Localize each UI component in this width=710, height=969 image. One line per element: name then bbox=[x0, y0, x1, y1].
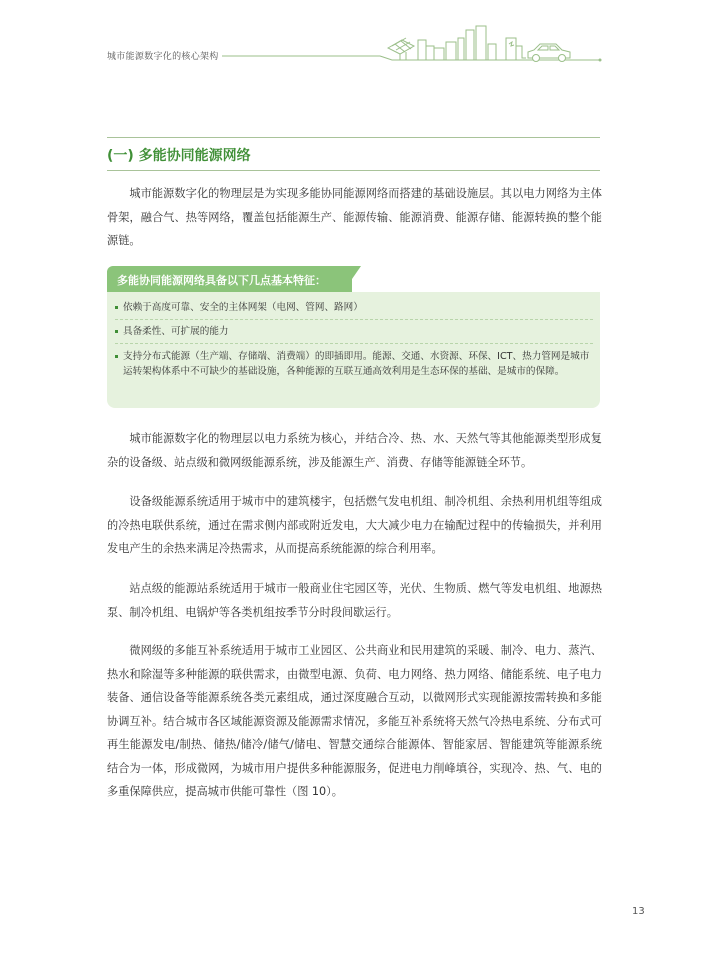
paragraph-3: 设备级能源系统适用于城市中的建筑楼宇，包括燃气发电机组、制冷机组、余热利用机组等组成的冷热电联供系统，通过在需求侧内部或附近发电，大大减少电力在输配过程中的传输损失，并利用发电产生的余热来满足冷热需求，从而提高系统能源的综合利用率。 bbox=[107, 495, 602, 555]
running-header-title: 城市能源数字化的核心架构 bbox=[107, 52, 219, 62]
solar-panel-icon bbox=[388, 38, 414, 60]
callout-item-text: 依赖于高度可靠、安全的主体网架（电网、管网、路网） bbox=[123, 302, 363, 313]
callout-item-text: 具备柔性、可扩展的能力 bbox=[123, 326, 229, 337]
section-rule-top bbox=[107, 137, 600, 138]
callout-divider bbox=[115, 319, 593, 320]
charging-station-icon bbox=[506, 38, 526, 60]
feature-callout-box bbox=[107, 266, 600, 408]
section-title: (一) 多能协同能源网络 bbox=[107, 148, 251, 164]
bullet-icon bbox=[115, 355, 118, 358]
callout-heading: 多能协同能源网络具备以下几点基本特征： bbox=[117, 274, 326, 287]
paragraph-5: 微网级的多能互补系统适用于城市工业园区、公共商业和民用建筑的采暖、制冷、电力、蒸汽、热水和除湿等多种能源的联供需求，由微型电源、负荷、电力网络、热力网络、储能系统、电子电力装备、通信设备等能源系统各类元素组成，通过深度融合互动，以微网形式实现能源按需转换和多能协调互补。结合城市各区域能源资源及能源需求情况，多能互补系统将天然气冷热电系统、分布式可再生能源发电/制热、储热/储冷/储气/储电、智慧交通综合能源体、智能家居、智能建筑等能源系统结合为一体，形成微网，为城市用户提供多种能源服务，促进电力削峰填谷，实现冷、热、气、电的多重保障供应，提高城市供能可靠性（图 10）。 bbox=[107, 644, 602, 798]
bullet-icon bbox=[115, 306, 118, 309]
page-number: 13 bbox=[632, 906, 645, 917]
bullet-icon bbox=[115, 330, 118, 333]
callout-tab-tail bbox=[343, 266, 361, 292]
paragraph-1: 城市能源数字化的物理层是为实现多能协同能源网络而搭建的基础设施层。其以电力网络为主体骨架，融合气、热等网络，覆盖包括能源生产、能源传输、能源消费、能源存储、能源转换的整个能源链。 bbox=[107, 187, 602, 247]
electric-car-icon bbox=[528, 44, 570, 62]
callout-divider bbox=[115, 343, 593, 344]
paragraph-2: 城市能源数字化的物理层以电力系统为核心，并结合冷、热、水、天然气等其他能源类型形成复杂的设备级、站点级和微网级能源系统，涉及能源生产、消费、存储等能源链全环节。 bbox=[107, 432, 602, 469]
callout-body bbox=[107, 292, 600, 408]
city-skyline-icon bbox=[418, 26, 496, 60]
section-rule-bottom bbox=[107, 170, 600, 171]
paragraph-4: 站点级的能源站系统适用于城市一般商业住宅园区等，光伏、生物质、燃气等发电机组、地源热泵、制冷机组、电锅炉等各类机组按季节分时段间歇运行。 bbox=[107, 582, 602, 619]
header-decoration bbox=[0, 0, 710, 80]
callout-item-text: 支持分布式能源（生产端、存储端、消费端）的即插即用。能源、交通、水资源、环保、ICT、热力管网是城市运转架构体系中不可缺少的基础设施，各种能源的互联互通高效利用是生态环保的基础、是城市的保障。 bbox=[123, 351, 590, 377]
